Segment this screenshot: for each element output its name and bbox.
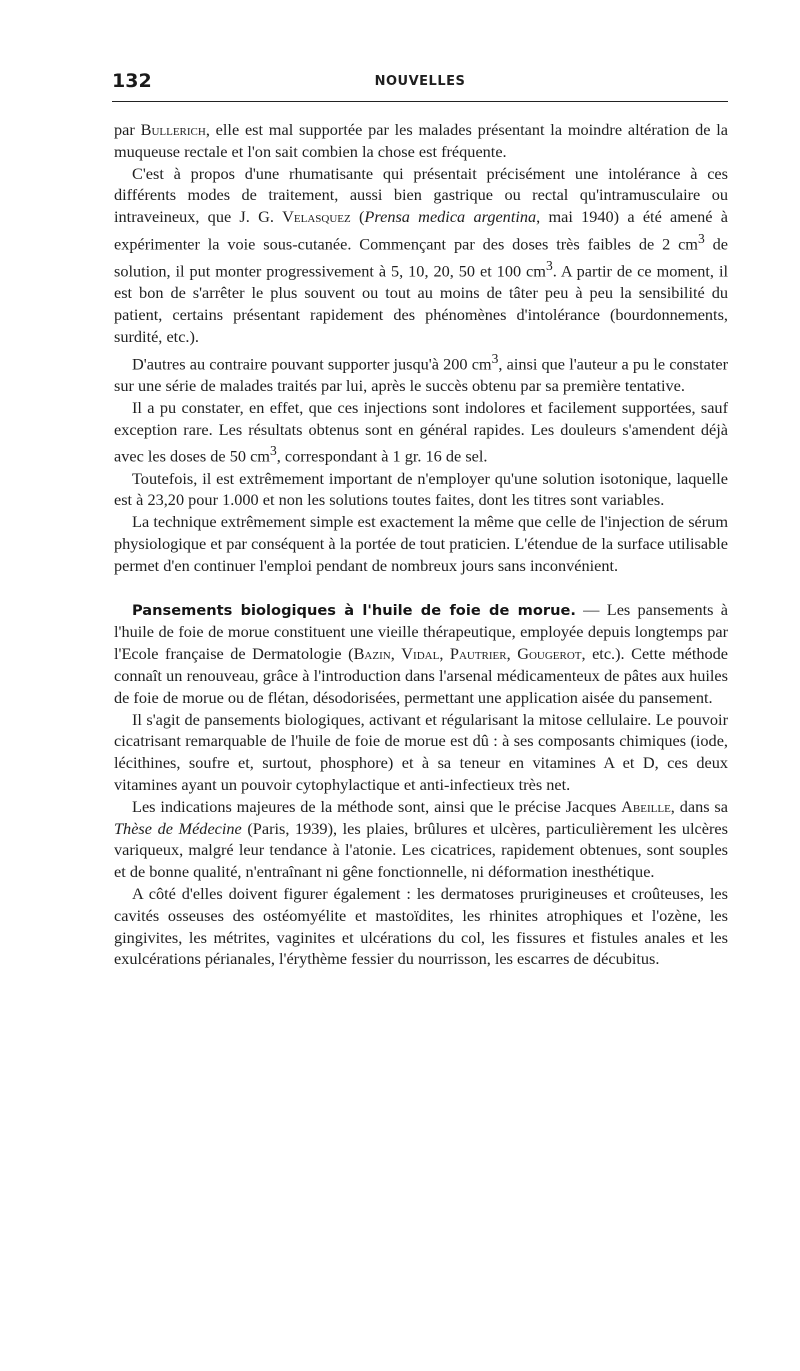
author-name: Velasquez [282, 207, 351, 227]
text: D'autres au contraire pouvant supporter jusqu'à 200 cm [132, 354, 492, 374]
text: , ainsi que l'auteur a pu le constater sur une série de malades traités par lui, après le succès obtenu par sa première tentative. [114, 354, 728, 396]
paragraph-6: La technique extrêmement simple est exactement la même que celle de l'injection de sérum physiologique et par conséquent à la portée de tout praticien. L'étendue de la surface utilisable permet d'en continuer l'emploi pendant de nombreux jours sans inconvénient. [114, 512, 728, 575]
text: , [390, 644, 402, 664]
author-name: Abeille [621, 796, 671, 816]
thesis-title: Thèse de Médecine [114, 818, 242, 838]
superscript: 3 [269, 443, 277, 459]
superscript: 3 [697, 230, 705, 246]
text: — Les pansements à l'huile de foie de morue constituent une vieille thérapeutique, employée depuis longtemps par l'Ecole française de Dermatologie ( [114, 599, 728, 664]
section-title: Pansements biologiques à l'huile de foie de morue. [132, 601, 576, 619]
text: , mai 1940) a été amené à expérimenter la voie sous-cutanée. Commençant par des doses très faibles de 2 cm [114, 207, 728, 254]
paragraph-10: A côté d'elles doivent figurer également : les dermatoses prurigineuses et croûteuses, les cavités osseuses des ostéomyélite et mastoïdites, les rhinites atrophiques et l'ozène, les gingivites, les métrites, vaginites et ulcérations du col, les fissures et fistules anales et les exulcérations périanales, l'érythème fessier du nourrisson, les escarres de décubitus. [114, 883, 728, 969]
text: ( [350, 207, 365, 227]
author-name: Vidal [401, 644, 440, 664]
section-paragraph [114, 599, 728, 709]
author-name: Bullerich [140, 120, 206, 139]
superscript: 3 [491, 350, 499, 366]
paragraph-9 [114, 796, 728, 883]
paragraph-4 [114, 397, 728, 468]
text: , dans sa [670, 796, 728, 816]
section-gap [114, 577, 728, 599]
paragraph-5: Toutefois, il est extrêmement important de n'employer qu'une solution isotonique, laquelle est à 23,20 pour 1.000 et non les solutions toutes faites, dont les titres sont variables. [114, 468, 728, 510]
page-number: 132 [112, 70, 152, 92]
author-name: Bazin [353, 644, 391, 664]
paragraph-8: Il s'agit de pansements biologiques, activant et régularisant la mitose cellulaire. Le pouvoir cicatrisant remarquable de l'huile de foie de morue est dû : à ses composants chimiques (iode, lécithines, soufre et, surtout, phosphore) et à sa teneur en vitamines A et D, ces deux vitamines ayant un pouvoir cytophylactique et anti-infectieux très net. [114, 709, 728, 794]
author-name: Gougerot [517, 644, 582, 664]
text: par [114, 120, 141, 139]
journal-title: Prensa medica argentina [364, 207, 537, 227]
text: Il a pu constater, en effet, que ces injections sont indolores et facilement supportées, sauf exception rare. Les résultats obtenus sont en général rapides. Les douleurs s'amendent déjà avec les doses de 50 cm [114, 397, 728, 466]
header-rule [112, 101, 728, 102]
text: , correspondant à 1 gr. 16 de sel. [276, 446, 488, 466]
text: , etc.). Cette méthode connaît un renouveau, grâce à l'introduction dans l'arsenal médicamenteux de pâtes aux huiles de foie de morue ou de flétan, désodorisées, permettant une application aisée du pansement. [114, 644, 729, 707]
text: de solution, il put monter progressivement à 5, 10, 20, 50 et 100 cm [114, 234, 729, 281]
page-header [112, 68, 728, 98]
article-body [114, 119, 728, 970]
paragraph-3 [114, 348, 728, 397]
text: , elle est mal supportée par les malades présentant la moindre altération de la muqueuse rectale et l'on sait combien la chose est fréquente. [114, 120, 729, 161]
paragraph-2 [114, 163, 728, 348]
text: . A partir de ce moment, il est bon de s'arrêter le plus souvent ou tout au moins de tâter peu à peu la sensibilité du patient, certains présentant rapidement des phénomènes d'intolérance (bourdonnements, surdité, etc.). [114, 261, 728, 347]
text: (Paris, 1939), les plaies, brûlures et ulcères, particulièrement les ulcères variqueux, malgré leur tendance à l'atonie. Les cicatrices, rapidement obtenues, sont souples et de bonne qualité, n'entraînant ni gêne fonctionnelle, ni déformation inesthétique. [114, 818, 728, 882]
superscript: 3 [545, 258, 553, 274]
paragraph-1 [114, 119, 728, 163]
text: , [506, 644, 518, 664]
text: Les indications majeures de la méthode sont, ainsi que le précise Jacques [132, 796, 622, 816]
text: C'est à propos d'une rhumatisante qui présentait précisément une intolérance à ces différents modes de traitement, aussi bien gastrique ou rectal qu'intramusculaire ou intraveineux, que J. G. [114, 163, 728, 227]
text: , [439, 644, 450, 664]
author-name: Pautrier [449, 644, 507, 664]
running-title: NOUVELLES [374, 74, 466, 89]
